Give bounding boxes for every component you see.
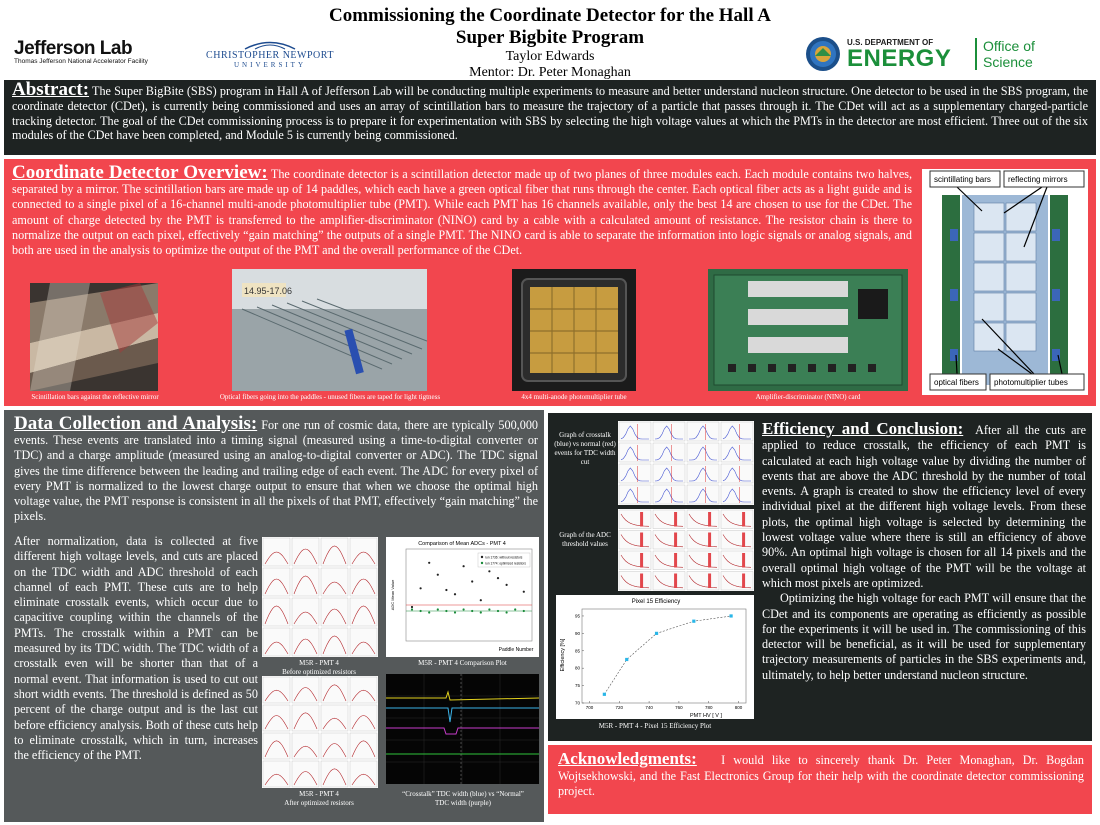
after-caption-line1: M5R - PMT 4 <box>299 790 339 798</box>
mini-plot-frame <box>653 422 685 441</box>
mini-plot-frame <box>653 464 685 483</box>
mini-plot-frame <box>619 572 651 591</box>
photo-label-text: 14.95-17.06 <box>244 286 293 296</box>
efficiency-chart-marks <box>603 614 733 696</box>
overview-heading: Coordinate Detector Overview: <box>12 162 268 183</box>
comparison-point-before <box>523 591 525 593</box>
acknowledgments-body: I would like to sincerely thank Dr. Peter Monaghan, Dr. Bogdan Wojtsekhowski, and the Fast Electronics Group for their help with the coordinate detector commissioning project. <box>558 753 1084 798</box>
abstract-panel <box>4 80 1096 155</box>
before-resistors-grid <box>262 537 378 657</box>
oscilloscope-screenshot <box>386 674 539 784</box>
after-resistors-plots <box>262 676 378 788</box>
adc-threshold-caption: Graph of the ADC threshold values <box>559 531 611 548</box>
mini-plot-threshold <box>708 574 711 589</box>
mini-plot-frame <box>619 510 651 529</box>
comparison-point-after <box>506 611 508 613</box>
mini-plot-threshold <box>640 512 643 527</box>
data-collection-body-left: After normalization, data is collected at five different high voltage levels, and cuts are placed on the TDC width and ADC threshold of each channel of each PMT. These cuts are to help eliminate crosstalk events, which occur due to capacitive coupling within the channels of the PMTs. The crosstalk within a PMT can be measured by its TDC width. The TDC width of a crosstalk even will be shorter than that of a normal event. That information is used to cut out short width events. The threshold is defined as 50 percent of the charge output and is the last cut before efficiency analysis. Both of these cuts help to eliminate crosstalk, which in turn, increases the efficiency of the PMT. <box>14 534 258 763</box>
jefferson-lab-logo <box>14 38 204 64</box>
mini-plot-frame <box>321 677 348 703</box>
doe-divider <box>975 38 977 70</box>
mini-plot-frame <box>321 733 348 759</box>
mini-plot-frame <box>263 733 290 759</box>
comparison-point-after <box>488 608 490 610</box>
cnu-logo-subtext: UNIVERSITY <box>234 61 306 69</box>
mini-plot-threshold <box>708 512 711 527</box>
comparison-point-after <box>480 611 482 613</box>
mini-plot-frame <box>350 705 377 731</box>
mini-plot-threshold <box>674 533 677 548</box>
mini-plot-threshold <box>640 533 643 548</box>
mini-plot-frame <box>721 464 753 483</box>
mini-plot-threshold <box>742 553 745 568</box>
efficiency-text <box>762 421 1086 683</box>
mini-plot-frame <box>721 510 753 529</box>
efficiency-point <box>729 614 732 617</box>
efficiency-panel <box>548 413 1092 741</box>
mini-plot-frame <box>292 677 319 703</box>
cdet-diagram <box>922 169 1088 395</box>
abstract-body: The Super BigBite (SBS) program in Hall A of Jefferson Lab will be conducting multiple experiments to measure and better understand nucleon structure. One detector to be used in the SBS program, the coordinate detector (CDet), is currently being commissioned and uses an array of scintillation bars to measure the trajectory of a particle that passes through it. The CDet will act as a supplementary charged-particle tracking detector. The goal of the CDet commissioning process is to prepare it for experimentation with SBS by selecting the high voltage values at which the PMTs in the detector are most efficient. Three out of the six modules of the CDet have been completed, and Module 5 is currently being commissioned. <box>12 84 1088 143</box>
mini-plot-frame <box>263 705 290 731</box>
before-resistors-plots <box>262 537 378 657</box>
comparison-point-before <box>420 587 422 589</box>
efficiency-xtick-label: 760 <box>675 705 683 710</box>
overview-text <box>12 162 913 258</box>
before-resistors-caption <box>254 659 384 677</box>
comparison-ylabel: ADC Mean Value <box>390 579 395 611</box>
efficiency-chart-caption: M5R - PMT 4 - Pixel 15 Efficiency Plot <box>598 722 712 730</box>
mini-plot-frame <box>350 568 377 596</box>
mini-plot-frame <box>687 464 719 483</box>
mini-plot-frame <box>653 531 685 550</box>
mini-plot-threshold <box>708 533 711 548</box>
oscilloscope-caption <box>382 790 544 808</box>
comparison-point-before <box>463 565 465 567</box>
mini-plot-frame <box>721 551 753 570</box>
office-of-science-text <box>983 38 1035 70</box>
comparison-point-before <box>480 599 482 601</box>
poster-title-line2: Super Bigbite Program <box>455 27 645 48</box>
acknowledgments-heading: Acknowledgments: <box>558 749 697 768</box>
pmt-photo <box>512 269 636 391</box>
comparison-point-after <box>411 608 413 610</box>
comparison-point-after <box>463 608 465 610</box>
mini-plot-frame <box>263 568 290 596</box>
nino-card-caption: Amplifier-discriminator (NINO) card <box>755 393 861 401</box>
comparison-plot-caption: M5R - PMT 4 Comparison Plot <box>418 659 507 667</box>
mini-plot-frame <box>619 443 651 462</box>
efficiency-heading: Efficiency and Conclusion: <box>762 419 964 438</box>
jlab-logo-text: Jefferson Lab <box>14 38 133 59</box>
poster-title-line1: Commissioning the Coordinate Detector for the Hall A <box>328 5 772 26</box>
comparison-point-before <box>488 570 490 572</box>
mini-plot-frame <box>721 531 753 550</box>
mini-plot-threshold <box>674 553 677 568</box>
efficiency-body2: Optimizing the high voltage for each PMT will ensure that the CDet and its components are operating as efficiently as possible for the experiments it will be used in. The commissioning of this detector will be beneficial, as it will be used for supplementary trajectory measurements of particles in the SBS experiments and, ultimately, to help better understand nucleon structure. <box>762 591 1086 682</box>
efficiency-ytick-label: 85 <box>574 648 580 654</box>
mini-plot-frame <box>292 705 319 731</box>
cdet-diagram-image <box>922 169 1088 395</box>
cnu-logo <box>205 40 335 68</box>
oscilloscope-caption-line2: TDC width (purple) <box>435 799 491 807</box>
efficiency-chart-title: Pixel 15 Efficiency <box>631 599 681 605</box>
mini-plot-frame <box>263 598 290 626</box>
efficiency-point <box>603 693 606 696</box>
mini-plot-frame <box>687 510 719 529</box>
mini-plot-frame <box>321 598 348 626</box>
after-resistors-caption <box>254 790 384 808</box>
crosstalk-graph-plots <box>618 421 754 505</box>
mentor-name: Mentor: Dr. Peter Monaghan <box>469 65 631 80</box>
mini-plot-frame <box>321 761 348 787</box>
mini-plot-frame <box>619 464 651 483</box>
cnu-emblem-icon <box>205 40 335 50</box>
abstract-heading: Abstract: <box>12 79 90 100</box>
efficiency-xtick-label: 780 <box>704 705 713 710</box>
before-caption-line2: Before optimized resistors <box>282 668 356 676</box>
efficiency-point <box>692 620 695 623</box>
comparison-point-before <box>497 577 499 579</box>
mini-plot-frame <box>619 422 651 441</box>
poster-header <box>250 5 850 81</box>
mini-plot-frame <box>687 443 719 462</box>
mini-plot-frame <box>321 628 348 656</box>
data-collection-body-top: For one run of cosmic data, there are typically 500,000 events. These events are translated into a timing signal (measured using a time-to-digital converter or TDC) and a charge amplitude (measured using an analog-to-digital converter or ADC). The TDC signal gives the time difference between the leading and trailing edge of each event. The ADC for every pixel of every PMT is normalized to the lowest charge output to ensure that when we choose the optimal high voltage value, the PMT response is consistent in all the pixels of that PMT, effectively “gain matching” the pixels. <box>14 418 539 524</box>
efficiency-chart-ylabel: Efficiency [%] <box>560 638 566 672</box>
mini-plot-threshold <box>742 533 745 548</box>
efficiency-ytick-label: 95 <box>574 613 580 619</box>
data-collection-heading: Data Collection and Analysis: <box>14 413 258 434</box>
mini-plot-threshold <box>674 512 677 527</box>
comparison-point-before <box>454 593 456 595</box>
doe-seal-icon <box>805 36 841 72</box>
doe-office-line2: Science <box>983 54 1033 70</box>
efficiency-xtick-label: 800 <box>734 705 743 710</box>
mini-plot-frame <box>721 443 753 462</box>
diagram-label-reflecting-mirrors: reflecting mirrors <box>1008 175 1068 184</box>
mini-plot-frame <box>721 485 753 504</box>
comparison-title: Comparison of Mean ADCs - PMT 4 <box>418 541 506 547</box>
comparison-point-after <box>454 611 456 613</box>
pmt-caption: 4x4 multi-anode photomultiplier tube <box>521 393 627 401</box>
mini-plot-frame <box>687 422 719 441</box>
mini-plot-frame <box>292 538 319 566</box>
mini-plot-threshold <box>742 512 745 527</box>
mini-plot-threshold <box>640 574 643 589</box>
comparison-point-after <box>497 610 499 612</box>
comparison-points <box>411 559 525 613</box>
acknowledgments-text <box>558 751 1084 800</box>
diagram-label-photomultiplier-tubes: photomultiplier tubes <box>994 378 1068 387</box>
comparison-xlabel: Paddle Number <box>498 647 534 653</box>
mini-plot-frame <box>292 568 319 596</box>
mini-plot-frame <box>321 538 348 566</box>
comparison-plot <box>386 537 539 657</box>
mini-plot-frame <box>292 761 319 787</box>
data-collection-intro <box>14 413 539 524</box>
mini-plot-frame <box>619 531 651 550</box>
doe-office-line1: Office of <box>983 38 1035 54</box>
efficiency-chart-axes <box>575 609 746 710</box>
doe-us-text: U.S. DEPARTMENT OF <box>847 38 934 47</box>
nino-card-photo <box>708 269 908 391</box>
mini-plot-frame <box>653 551 685 570</box>
comparison-point-after <box>420 610 422 612</box>
optical-fibers-photo <box>232 269 427 391</box>
mini-plot-threshold <box>674 574 677 589</box>
overview-body: The coordinate detector is a scintillation detector made up of two planes of three modules each. Each module contains two halves, separated by a mirror. The scintillation bars are made up of 14 paddles, which each have a green optical fiber that runs through the center. Each optical fiber acts as a light guide and is connected to a single pixel of a 16-channel multi-anode photomultiplier tube (PMT). While each PMT has 16 channels available, only the best 14 are chosen to use for the CDet. The amount of charge detected by the PMT is transferred to the amplifier-discriminator (NINO) card by a cable with a calculated amount of resistance. The resistor chain is there to normalize the output on each pixel, effectively “gain matching” the outputs of a single PMT. The NINO card is able to separate the information into logic signals or analog signals, and both are used in the analysis to optimize the output of the PMT and the overall performance of the CDet. <box>12 167 913 258</box>
adc-threshold-graph <box>618 509 754 591</box>
efficiency-chart-svg <box>556 595 754 719</box>
cnu-logo-text: CHRISTOPHER NEWPORT <box>206 50 334 61</box>
overview-panel <box>4 159 1096 406</box>
comparison-point-after <box>514 608 516 610</box>
mini-plot-threshold <box>640 553 643 568</box>
crosstalk-graph-caption: Graph of crosstalk (blue) vs normal (red) events for TDC width cut <box>554 431 616 466</box>
comparison-plot-svg <box>386 537 539 657</box>
mini-plot-frame <box>687 572 719 591</box>
doe-wordmark <box>847 38 951 71</box>
efficiency-chart <box>556 595 754 719</box>
efficiency-chart-xlabel: PMT HV [ V ] <box>690 713 722 719</box>
comparison-point-after <box>523 610 525 612</box>
mini-plot-frame <box>653 485 685 504</box>
comparison-point-before <box>411 606 413 608</box>
before-caption-line1: M5R - PMT 4 <box>299 659 339 667</box>
comparison-point-after <box>437 608 439 610</box>
optical-fibers-caption: Optical fibers going into the paddles - unused fibers are taped for light tigtness <box>219 393 441 401</box>
scintillation-bars-image <box>30 283 158 391</box>
comparison-point-before <box>506 584 508 586</box>
mini-plot-frame <box>619 485 651 504</box>
after-caption-line2: After optimized resistors <box>284 799 354 807</box>
adc-threshold-plots <box>618 509 754 591</box>
efficiency-ytick-label: 70 <box>574 700 580 706</box>
comparison-point-after <box>428 611 430 613</box>
efficiency-point <box>655 632 658 635</box>
efficiency-fit-line <box>604 616 731 694</box>
comparison-point-after <box>471 610 473 612</box>
mini-plot-frame <box>653 510 685 529</box>
mini-plot-frame <box>619 551 651 570</box>
mini-plot-frame <box>721 422 753 441</box>
efficiency-xtick-label: 700 <box>585 705 594 710</box>
efficiency-point <box>625 658 628 661</box>
nino-card-image <box>708 269 908 391</box>
doe-energy-text: ENERGY <box>847 45 952 72</box>
efficiency-xtick-label: 720 <box>615 705 624 710</box>
mini-plot-frame <box>350 598 377 626</box>
comparison-point-before <box>428 562 430 564</box>
scintillation-bars-caption: Scintillation bars against the reflective mirror <box>31 393 159 401</box>
efficiency-body1: After all the cuts are applied to reduce crosstalk, the efficiency of each PMT is calculated at each high voltage value by dividing the number of events that are above the ADC threshold by the number of total events. A graph is created to show the efficiency level of every individual pixel at the different high voltage levels. From these plots, the optimal high voltage is selected by determining the lowest voltage value where there is still an efficiency of above 90%. An optimal high voltage is chosen for all 14 pixels and the overall optimal high voltage of the PMT will be the voltage at which most pixels are optimized. <box>762 423 1087 590</box>
mini-plot-frame <box>687 485 719 504</box>
author-name: Taylor Edwards <box>505 49 595 64</box>
doe-logo <box>805 36 1095 72</box>
mini-plot-frame <box>350 733 377 759</box>
mini-plot-frame <box>687 531 719 550</box>
pmt-image <box>512 269 636 391</box>
oscilloscope-image <box>386 674 539 784</box>
comparison-point-before <box>437 574 439 576</box>
data-collection-panel <box>4 410 544 822</box>
mini-plot-threshold <box>742 574 745 589</box>
mini-plot-frame <box>653 572 685 591</box>
crosstalk-graph <box>618 421 754 505</box>
diagram-label-optical-fibers: optical fibers <box>934 378 979 387</box>
mini-plot-frame <box>292 628 319 656</box>
efficiency-ytick-label: 80 <box>574 665 580 671</box>
comparison-legend-after: run 1774: optimized resistors <box>485 561 526 566</box>
diagram-label-scintillating-bars: scintillating bars <box>934 175 991 184</box>
acknowledgments-panel <box>548 745 1092 814</box>
efficiency-ytick-label: 90 <box>574 630 580 636</box>
optical-fibers-image <box>232 269 427 391</box>
mini-plot-threshold <box>708 553 711 568</box>
efficiency-xtick-label: 740 <box>645 705 653 710</box>
comparison-point-before <box>445 589 447 591</box>
oscilloscope-caption-line1: “Crosstalk” TDC width (blue) vs “Normal” <box>402 790 524 798</box>
comparison-legend-before: run 1736: without resistors <box>485 555 523 560</box>
after-resistors-grid <box>262 676 378 788</box>
jlab-logo-subtext: Thomas Jefferson National Accelerator Facility <box>14 58 148 65</box>
mini-plot-frame <box>653 443 685 462</box>
comparison-point-before <box>471 580 473 582</box>
comparison-point-after <box>445 610 447 612</box>
scintillation-bars-photo <box>30 283 158 391</box>
efficiency-ytick-label: 75 <box>574 683 580 689</box>
mini-plot-frame <box>687 551 719 570</box>
mini-plot-frame <box>721 572 753 591</box>
